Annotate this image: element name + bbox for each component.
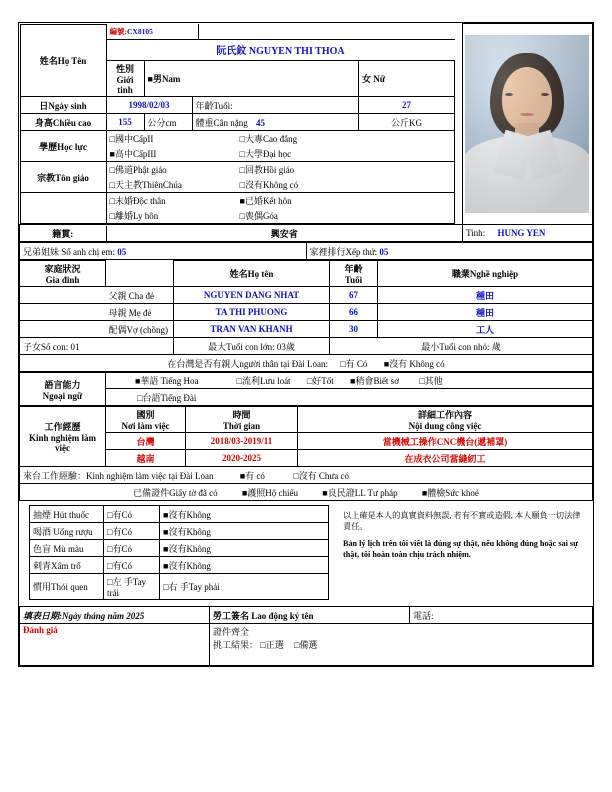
- family-row-0-rel: 父親 Cha đẻ: [106, 287, 174, 304]
- evaluation-cell: [20, 624, 210, 666]
- family-row-1-job: 種田: [378, 304, 593, 321]
- education-option-0[interactable]: [107, 131, 237, 146]
- education-label-1: 大專Cao đẳng: [244, 134, 298, 144]
- habit-label-1: 喝酒 Uống rượu: [30, 523, 104, 540]
- height-unit: 公分cm: [144, 114, 192, 131]
- result-option-1[interactable]: □ 備選: [294, 640, 317, 650]
- marital-option-0[interactable]: [107, 193, 237, 208]
- table-row: [30, 557, 329, 574]
- religion-option-0[interactable]: [107, 162, 237, 177]
- relatives-question: 在台灣是否有親人người thân tại Đài Loan:: [167, 358, 328, 369]
- taiwan-yes-label: 有 có: [245, 470, 265, 481]
- table-row: [30, 506, 329, 523]
- language-section: [19, 372, 593, 406]
- language-row2-spacer: [228, 389, 593, 406]
- declaration-vi: Bản lý lịch trên tôi viết là đúng sự thật, nếu không đúng hoặc sai sự thật, tôi hoàn toàn chịu trách nhiệm.: [343, 539, 579, 560]
- code-spacer: [199, 24, 455, 39]
- experience-row-1-time: 2020-2025: [186, 450, 298, 467]
- children-count: 子女Số con: 01: [20, 338, 174, 355]
- habit-label-2: 色盲 Mù màu: [30, 540, 104, 557]
- language-option-1[interactable]: [237, 376, 291, 386]
- label-weight: 體重Cân nặng: [195, 117, 248, 128]
- relatives-no-label: 沒有 Không có: [389, 358, 445, 369]
- dob-value: 1998/02/03: [106, 97, 192, 114]
- label-dob: 日Ngày sinh: [20, 97, 106, 114]
- language-label-4: 其他: [424, 376, 443, 386]
- table-row: [30, 523, 329, 540]
- language-levels-row: [228, 373, 593, 389]
- education-option-3[interactable]: [237, 146, 455, 161]
- gender-male-label: 男Nam: [152, 74, 181, 84]
- code-label: 編號:: [109, 26, 127, 36]
- gender-male-option[interactable]: [144, 61, 359, 97]
- table-row: [20, 304, 593, 321]
- tinh-cell: [463, 225, 593, 242]
- selection-result-row: [213, 638, 589, 651]
- photo-shading: [465, 35, 589, 213]
- language-option-3[interactable]: [350, 376, 399, 386]
- experience-col-country-zh: 國別: [136, 410, 155, 420]
- phone-label: 電話:: [410, 607, 593, 624]
- label-tinh: Tinh:: [466, 228, 486, 238]
- habit-yes-4[interactable]: □ 左 手Tay trái: [104, 574, 160, 600]
- documents-row: [20, 484, 593, 501]
- document-option-1[interactable]: [322, 488, 397, 498]
- family-col-age: [330, 261, 378, 287]
- label-height: 身高Chiều cao: [20, 114, 106, 131]
- experience-label-zh: 工作經歷: [44, 422, 81, 432]
- selection-cell: [210, 624, 593, 666]
- religion-option-1[interactable]: [237, 162, 455, 177]
- document-label-2: 體檢Sức khoẻ: [427, 487, 479, 498]
- label-birth-order: 家裡排行Xếp thứ:: [309, 246, 378, 257]
- relatives-no-option[interactable]: [384, 359, 445, 369]
- language-label-zh: 語言能力: [44, 379, 81, 390]
- table-row: [30, 540, 329, 557]
- experience-section: [19, 406, 593, 501]
- marital-option-1[interactable]: [237, 193, 455, 208]
- birth-order-cell: [306, 243, 593, 260]
- habit-label-4: 慣用Thói quen: [30, 574, 104, 600]
- habit-yes-2[interactable]: □ 有Có: [104, 540, 160, 557]
- label-gender: 性別Giới tinh: [106, 61, 144, 97]
- weight-unit: 公斤KG: [359, 114, 455, 131]
- top-section: [19, 23, 593, 242]
- language-option-0[interactable]: [106, 373, 228, 389]
- family-rel-header: [106, 261, 174, 287]
- name-value: 阮氏鈫 NGUYEN THI THOA: [216, 46, 345, 58]
- taiwan-experience-row: [20, 467, 593, 484]
- habit-no-2[interactable]: ■ 沒有Không: [160, 540, 329, 557]
- table-row: [20, 287, 593, 304]
- gender-female-option[interactable]: [359, 61, 455, 97]
- family-row-2-rel: 配偶Vợ (chồng): [106, 321, 174, 338]
- relatives-yes-option[interactable]: [340, 359, 367, 369]
- resume-frame: [18, 22, 594, 667]
- province-value: 興安省: [270, 228, 298, 239]
- family-col-age-zh: 年齡: [344, 264, 363, 274]
- siblings-section: [19, 242, 593, 260]
- label-name: 姓名Họ Tên: [20, 24, 106, 97]
- religion-label-0: 佛道Phật giáo: [114, 165, 167, 175]
- experience-row-0-country: 台灣: [106, 433, 186, 450]
- marital-label-1: 已婚Kết hôn: [244, 196, 292, 206]
- declaration-cell: [335, 501, 593, 606]
- education-option-1[interactable]: [237, 131, 455, 146]
- family-row-1-name: TA THI PHUONG: [174, 304, 330, 321]
- gender-female-label: 女 Nữ: [362, 74, 386, 84]
- table-row: [20, 433, 593, 450]
- evaluation-label: Đánh giá: [23, 625, 58, 635]
- habit-yes-1[interactable]: □ 有Có: [104, 523, 160, 540]
- footer-section: [19, 606, 593, 666]
- habit-label-3: 刺青Xâm trổ: [30, 557, 104, 574]
- marital-option-3[interactable]: [237, 208, 455, 223]
- declaration-zh: 以上確是本人的真實資料無誤, 若有不實或造假, 本人願負一切法律責任。: [343, 511, 581, 532]
- siblings-count: 05: [117, 246, 127, 257]
- habit-no-3[interactable]: ■ 沒有Không: [160, 557, 329, 574]
- table-row: [20, 450, 593, 467]
- table-row: [20, 321, 593, 338]
- relatives-yes-label: 有 Có: [345, 358, 368, 369]
- family-section: [19, 260, 593, 372]
- family-col-job: 職業Nghề nghiệp: [378, 261, 593, 287]
- taiwan-yes-option[interactable]: [240, 471, 265, 481]
- experience-row-1-detail: 在成衣公司當縫紉工: [298, 450, 593, 467]
- taiwan-no-option[interactable]: [293, 471, 349, 481]
- language-label-1: 流利Lưu loát: [241, 376, 291, 386]
- family-title: [20, 261, 106, 287]
- code-value: CX8105: [127, 26, 153, 36]
- experience-col-time-zh: 時間: [232, 410, 251, 420]
- family-row-1-pad: [20, 304, 106, 321]
- experience-row-0-time: 2018/03-2019/11: [186, 433, 298, 450]
- family-row-1-age: 66: [330, 304, 378, 321]
- cert-complete-label: 證件齊全: [213, 627, 250, 637]
- experience-label: [20, 407, 106, 467]
- habit-no-0[interactable]: ■ 沒有Không: [160, 506, 329, 523]
- family-row-0-age: 67: [330, 287, 378, 304]
- language-label-5: 台語Tiếng Đài: [142, 392, 197, 403]
- experience-col-country-vi: Nơi làm việc: [121, 421, 170, 431]
- religion-option-2[interactable]: [107, 177, 237, 192]
- experience-col-country: [106, 407, 186, 433]
- habits-section: [19, 501, 593, 606]
- document-option-0[interactable]: [242, 488, 298, 498]
- experience-col-time-vi: Thời gian: [222, 421, 261, 431]
- family-row-2-name: TRAN VAN KHANH: [174, 321, 330, 338]
- marital-label-spacer: [20, 193, 106, 224]
- weight-value: 45: [256, 117, 265, 128]
- signature-label: 勞工簽名 Lao động ký tên: [210, 607, 410, 624]
- siblings-count-cell: [20, 243, 307, 260]
- experience-col-time: [186, 407, 298, 433]
- habit-label-0: 抽煙 Hút thuốc: [30, 506, 104, 523]
- tinh-value: HUNG YEN: [497, 228, 546, 238]
- family-row-0-job: 種田: [378, 287, 593, 304]
- marital-option-2[interactable]: [107, 208, 237, 223]
- experience-col-detail-zh: 詳細工作內容: [417, 410, 472, 420]
- marital-label-3: 喪偶Góa: [244, 211, 278, 221]
- age-value: 27: [359, 97, 455, 114]
- religion-label-1: 回教Hồi giáo: [244, 165, 295, 175]
- gender-spacer: [455, 61, 462, 97]
- document-label-1: 良民證LL Tư pháp: [327, 487, 398, 498]
- language-option-2[interactable]: [307, 376, 334, 386]
- marital-label-2: 離婚Ly hôn: [114, 211, 159, 221]
- experience-row-0-detail: 當機械工操作CNC機台(遞補罩): [298, 433, 593, 450]
- family-row-0-pad: [20, 287, 106, 304]
- document-option-2[interactable]: [422, 488, 479, 498]
- family-row-2-pad: [20, 321, 106, 338]
- table-row: [30, 574, 329, 600]
- religion-option-3[interactable]: [237, 177, 455, 192]
- education-label-2: 高中CấpIII: [114, 149, 157, 159]
- height-value: 155: [106, 114, 144, 131]
- language-label-2: 好Tốt: [312, 376, 334, 386]
- family-row-2-age: 30: [330, 321, 378, 338]
- language-label-vi: Ngoại ngữ: [42, 390, 83, 401]
- habit-no-4[interactable]: □ 右 手Tay phải: [160, 574, 329, 600]
- label-siblings: 兄弟姐妹 Số anh chị em:: [23, 246, 115, 257]
- habit-yes-3[interactable]: □ 有Có: [104, 557, 160, 574]
- label-province: 籍貫:: [20, 226, 106, 241]
- taiwan-experience-label: 來台工作經驗：Kinh nghiệm làm việc tại Đài Loan: [23, 470, 214, 481]
- label-education: 學歷Học lực: [20, 131, 106, 162]
- result-option-0[interactable]: □ 正選: [260, 640, 283, 650]
- marital-label-0: 未婚Độc thân: [114, 196, 166, 206]
- personal-info-table: [20, 24, 463, 225]
- habits-table: [29, 505, 329, 600]
- experience-col-detail: [298, 407, 593, 433]
- family-title-zh: 家庭狀況: [44, 264, 81, 274]
- language-option-5[interactable]: [106, 389, 228, 406]
- children-max-age: 最大Tuổi con lớn: 03歲: [174, 338, 330, 355]
- habit-no-1[interactable]: ■ 沒有Không: [160, 523, 329, 540]
- label-religion: 宗教Tôn giáo: [20, 162, 106, 193]
- weight-label-cell: [192, 114, 359, 131]
- experience-label-vi: Kinh nghiệm làm việc: [28, 433, 96, 453]
- result-label: 挑工結果：: [213, 640, 259, 650]
- taiwan-no-label: 沒有 Chưa có: [298, 470, 349, 481]
- documents-label: 已備證件Giấy tờ đã có: [133, 487, 218, 498]
- label-age: 年齡Tuổi:: [192, 97, 359, 114]
- experience-row-1-country: 越南: [106, 450, 186, 467]
- family-row-2-job: 工人: [378, 321, 593, 338]
- habit-yes-0[interactable]: □ 有Có: [104, 506, 160, 523]
- photo-cell: [463, 24, 593, 225]
- birth-order-value: 05: [379, 246, 389, 257]
- applicant-photo: [465, 35, 589, 213]
- code-cell: [107, 24, 199, 39]
- language-label: [20, 373, 106, 406]
- children-min-age: 最小Tuổi con nhỏ: 歲: [330, 338, 593, 355]
- religion-label-3: 沒有Không có: [244, 180, 299, 190]
- relatives-in-taiwan-row: [20, 355, 593, 372]
- religion-label-2: 天主教ThiênChúa: [114, 180, 182, 190]
- fill-date: 填表日期:Ngày tháng năm 2025: [20, 607, 210, 624]
- family-col-age-vi: Tuổi: [344, 275, 363, 285]
- language-label-0: 華語 Tiếng Hoa: [140, 376, 199, 386]
- family-title-vi: Gia đinh: [45, 275, 80, 285]
- experience-col-detail-vi: Nội dung công việc: [408, 421, 482, 431]
- education-label-0: 國中CấpII: [114, 134, 154, 144]
- language-option-4[interactable]: [419, 376, 442, 386]
- language-label-3: 稍會Biết sơ: [355, 376, 399, 386]
- family-row-1-rel: 母親 Mẹ đẻ: [106, 304, 174, 321]
- family-col-name: 姓名Họ tên: [174, 261, 330, 287]
- document-label-0: 護照Hộ chiếu: [247, 487, 299, 498]
- education-label-3: 大學Đại học: [244, 149, 292, 159]
- education-option-2[interactable]: [107, 146, 237, 161]
- family-row-0-name: NGUYEN DANG NHAT: [174, 287, 330, 304]
